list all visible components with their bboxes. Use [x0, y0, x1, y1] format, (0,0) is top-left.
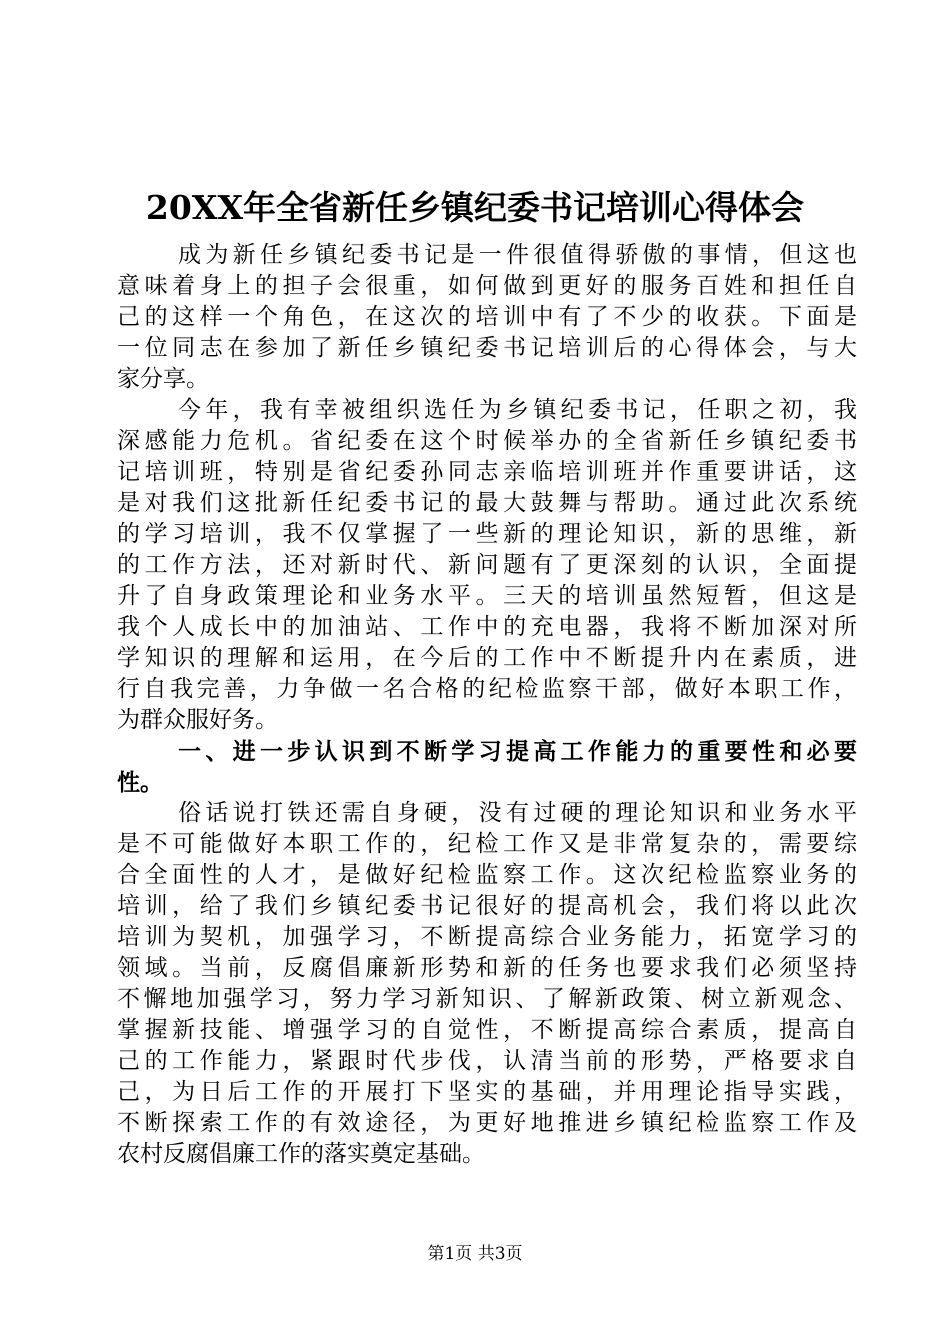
- paragraph-line: 家分享。: [117, 366, 209, 392]
- paragraph-line: 意味着身上的担子会很重，如何做到更好的服务百姓和担任自: [117, 273, 857, 299]
- paragraph: [117, 240, 857, 395]
- paragraph-line: 领域。当前，反腐倡廉新形势和新的任务也要求我们必须坚持: [117, 955, 857, 981]
- paragraph-line: 今年，我有幸被组织选任为乡镇纪委书记，任职之初，我: [178, 397, 857, 423]
- paragraph-line: 一位同志在参加了新任乡镇纪委书记培训后的心得体会，与大: [117, 335, 857, 361]
- paragraph-line: 是对我们这批新任纪委书记的最大鼓舞与帮助。通过此次系统: [117, 490, 857, 516]
- paragraph-line: 成为新任乡镇纪委书记是一件很值得骄傲的事情，但这也: [178, 242, 857, 268]
- paragraph-line: 培训为契机，加强学习，不断提高综合业务能力，拓宽学习的: [117, 924, 857, 950]
- paragraph-line: 俗话说打铁还需自身硬，没有过硬的理论知识和业务水平: [178, 800, 857, 826]
- page-footer: 第1页 共3页: [427, 1244, 523, 1264]
- paragraph-line: 是不可能做好本职工作的，纪检工作又是非常复杂的，需要综: [117, 831, 857, 857]
- paragraph-line: 不懈地加强学习，努力学习新知识、了解新政策、树立新观念、: [117, 986, 857, 1012]
- document-body: [117, 240, 857, 1170]
- document-title: 20XX年全省新任乡镇纪委书记培训心得体会: [145, 188, 805, 227]
- paragraph-line: 农村反腐倡廉工作的落实奠定基础。: [117, 1141, 485, 1167]
- section-heading: [117, 736, 857, 798]
- heading-line: 一、进一步认识到不断学习提高工作能力的重要性和必要: [178, 738, 857, 765]
- paragraph-line: 行自我完善，力争做一名合格的纪检监察干部，做好本职工作，: [117, 676, 857, 702]
- paragraph: [117, 798, 857, 1170]
- paragraph-line: 记培训班，特别是省纪委孙同志亲临培训班并作重要讲话，这: [117, 459, 857, 485]
- paragraph-line: 己的工作能力，紧跟时代步伐，认清当前的形势，严格要求自: [117, 1048, 857, 1074]
- paragraph-line: 己的这样一个角色，在这次的培训中有了不少的收获。下面是: [117, 304, 857, 330]
- paragraph-line: 合全面性的人才，是做好纪检监察工作。这次纪检监察业务的: [117, 862, 857, 888]
- paragraph-line: 培训，给了我们乡镇纪委书记很好的提高机会，我们将以此次: [117, 893, 857, 919]
- paragraph-line: 的学习培训，我不仅掌握了一些新的理论知识，新的思维，新: [117, 521, 857, 547]
- paragraph-line: 深感能力危机。省纪委在这个时候举办的全省新任乡镇纪委书: [117, 428, 857, 454]
- paragraph-line: 我个人成长中的加油站、工作中的充电器，我将不断加深对所: [117, 614, 857, 640]
- paragraph-line: 升了自身政策理论和业务水平。三天的培训虽然短暂，但这是: [117, 583, 857, 609]
- paragraph-line: 掌握新技能、增强学习的自觉性，不断提高综合素质，提高自: [117, 1017, 857, 1043]
- paragraph-line: 为群众服好务。: [117, 707, 278, 733]
- heading-line: 性。: [117, 769, 163, 796]
- paragraph-line: 己，为日后工作的开展打下坚实的基础，并用理论指导实践，: [117, 1079, 857, 1105]
- paragraph-line: 的工作方法，还对新时代、新问题有了更深刻的认识，全面提: [117, 552, 857, 578]
- paragraph-line: 不断探索工作的有效途径，为更好地推进乡镇纪检监察工作及: [117, 1110, 857, 1136]
- paragraph-line: 学知识的理解和运用，在今后的工作中不断提升内在素质，进: [117, 645, 857, 671]
- paragraph: [117, 395, 857, 736]
